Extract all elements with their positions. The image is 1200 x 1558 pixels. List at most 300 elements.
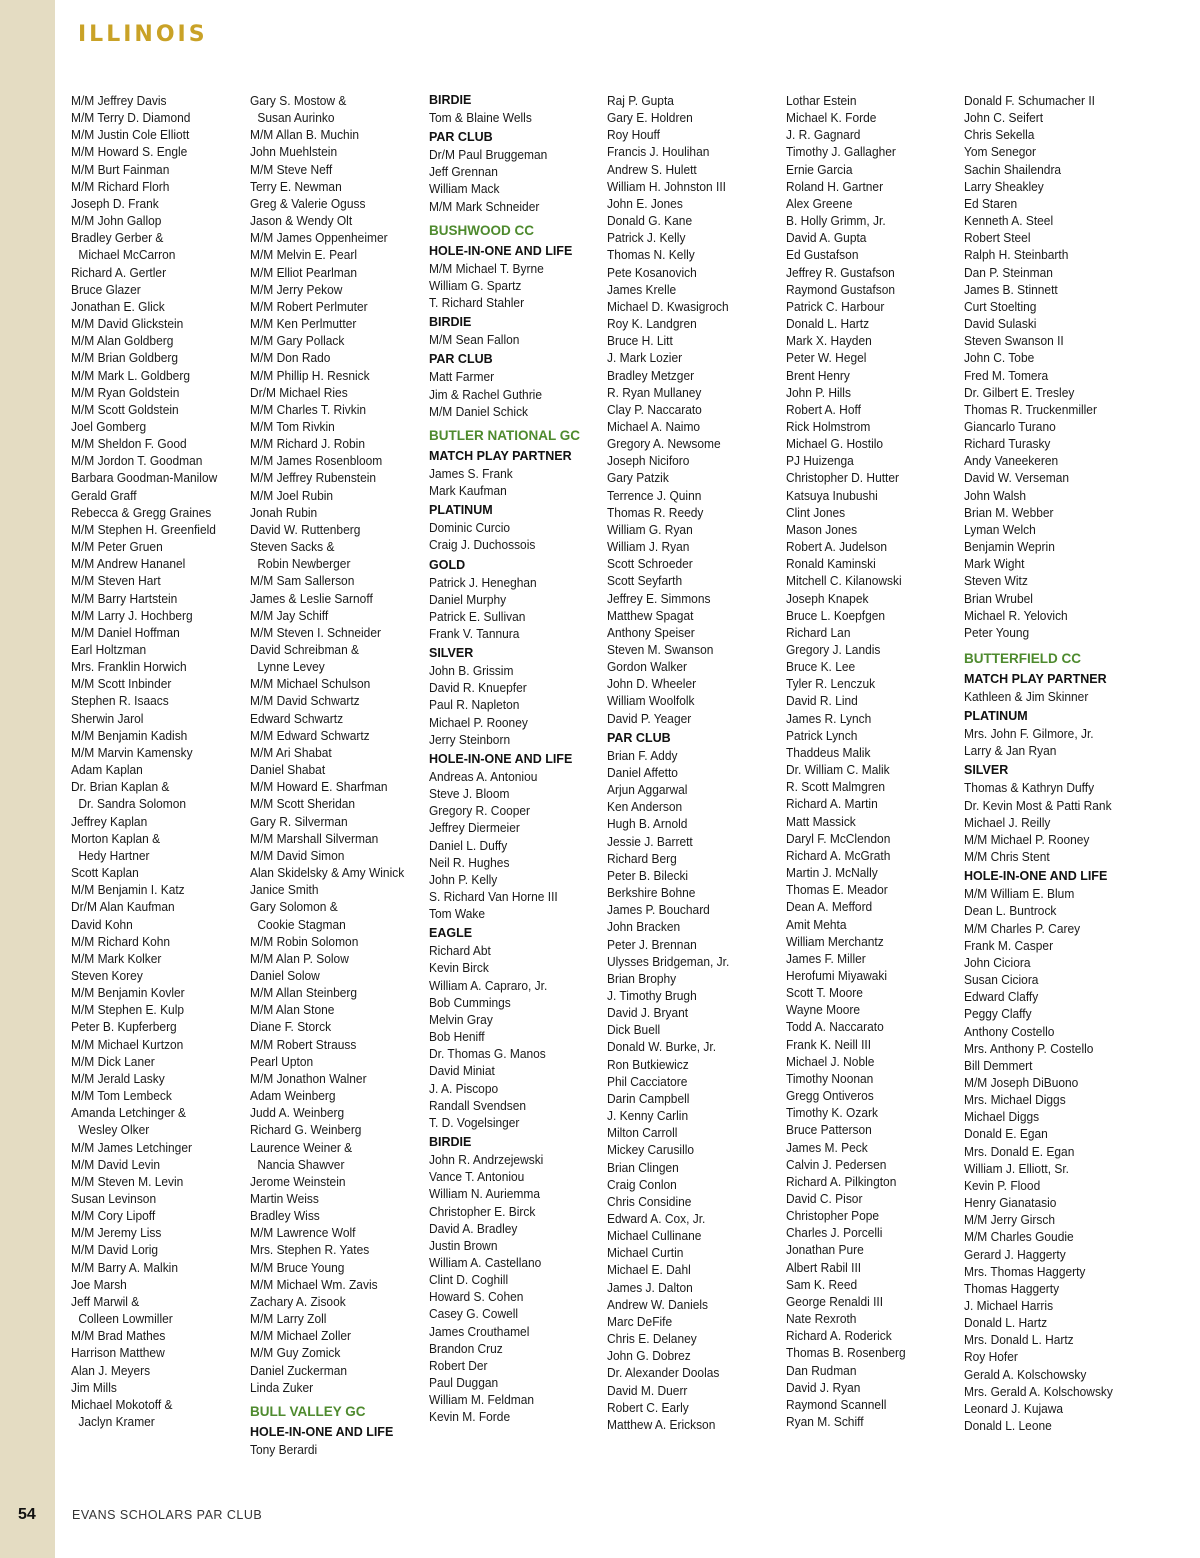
donor-name: James S. Frank [429, 465, 513, 481]
donor-name: John C. Seifert [964, 110, 1044, 126]
club-heading: BUTTERFIELD CC [964, 651, 1081, 666]
donor-name: Brian F. Addy [607, 747, 678, 763]
donor-name: Chris E. Delaney [607, 1331, 697, 1347]
donor-name: M/M Mark L. Goldberg [71, 367, 190, 383]
donor-name: M/M Alan Goldberg [71, 333, 174, 349]
donor-name: Daniel Murphy [429, 591, 507, 607]
donor-name: John P. Kelly [429, 871, 498, 887]
donor-name: Yom Senegor [964, 144, 1037, 160]
donor-name: Rebecca & Gregg Graines [71, 504, 212, 520]
donor-name: Hugh B. Arnold [607, 816, 688, 832]
donor-name: Ron Butkiewicz [607, 1056, 689, 1072]
donor-name: Peter B. Kupferberg [71, 1019, 177, 1035]
donor-name: Giancarlo Turano [964, 418, 1056, 434]
donor-name: Edward Schwartz [250, 710, 344, 726]
donor-name: Michael Cullinane [607, 1228, 702, 1244]
donor-name: M/M Michael T. Byrne [429, 260, 544, 276]
donor-name: M/M David Simon [250, 847, 345, 863]
donor-name: Daryl F. McClendon [786, 830, 891, 846]
donor-name: Pearl Upton [250, 1053, 314, 1069]
donor-name: Mrs. Donald E. Egan [964, 1143, 1075, 1159]
donor-name: Bruce Glazer [71, 281, 141, 297]
donor-name: Jonathan E. Glick [71, 298, 165, 314]
donor-name: Robert Steel [964, 230, 1031, 246]
donor-name: Richard G. Weinberg [250, 1122, 362, 1138]
donor-name: John Muehlstein [250, 144, 338, 160]
donor-name: Sherwin Jarol [71, 710, 144, 726]
donor-name: David J. Ryan [786, 1379, 861, 1395]
donor-name: Richard Berg [607, 850, 677, 866]
donor-name: M/M Stephen H. Greenfield [71, 521, 216, 537]
donor-name: Roland H. Gartner [786, 178, 884, 194]
donor-name: Raymond Scannell [786, 1396, 887, 1412]
donor-name: M/M Sean Fallon [429, 332, 520, 348]
donor-name: Barbara Goodman-Manilow [71, 470, 218, 486]
donor-name: Thomas B. Rosenberg [786, 1345, 906, 1361]
donor-name: James Krelle [607, 281, 677, 297]
donor-name: William J. Elliott, Sr. [964, 1160, 1069, 1176]
donor-name: Laurence Weiner & [250, 1139, 353, 1155]
donor-name-continued: Cookie Stagman [257, 916, 346, 932]
donor-name: Donald L. Hartz [786, 316, 870, 332]
donor-name: Clint Jones [786, 504, 846, 520]
donor-name: John D. Wheeler [607, 676, 697, 692]
membership-level-heading: EAGLE [429, 926, 473, 941]
donor-name: Fred M. Tomera [964, 367, 1049, 383]
donor-name: M/M Edward Schwartz [250, 727, 370, 743]
membership-level-heading: PLATINUM [964, 709, 1028, 724]
donor-name: PJ Huizenga [786, 453, 854, 469]
donor-name: R. Scott Malmgren [786, 779, 886, 795]
membership-level-heading: MATCH PLAY PARTNER [429, 448, 572, 463]
donor-name: Berkshire Bohne [607, 885, 696, 901]
donor-name: Michael Curtin [607, 1245, 684, 1261]
donor-name: James P. Bouchard [607, 902, 710, 918]
donor-name: William G. Spartz [429, 277, 522, 293]
donor-name: Calvin J. Pedersen [786, 1156, 887, 1172]
donor-name: Brent Henry [786, 367, 850, 383]
donor-name: Gary Patzik [607, 470, 669, 486]
donor-name: Sam K. Reed [786, 1276, 858, 1292]
donor-name: Larry & Jan Ryan [964, 743, 1057, 759]
donor-name: Craig J. Duchossois [429, 537, 536, 553]
donor-name: M/M Don Rado [250, 350, 331, 366]
donor-name: Donald F. Schumacher II [964, 93, 1095, 108]
donor-name: Ed Staren [964, 195, 1018, 211]
donor-name: M/M Lawrence Wolf [250, 1225, 356, 1241]
donor-name: S. Richard Van Horne III [429, 889, 558, 904]
donor-name: Gary Solomon & [250, 899, 338, 915]
donor-name: Michael D. Kwasigroch [607, 298, 729, 314]
donor-name: M/M Michael Wm. Zavis [250, 1276, 378, 1292]
donor-name: Chris Considine [607, 1193, 692, 1209]
donor-name: Lyman Welch [964, 521, 1036, 537]
donor-name: M/M David Lorig [71, 1242, 159, 1258]
donor-name: Peter W. Hegel [786, 350, 867, 366]
donor-name: Peggy Claffy [964, 1006, 1032, 1022]
membership-level-heading: SILVER [964, 763, 1009, 778]
donor-name: M/M Melvin E. Pearl [250, 247, 358, 263]
membership-level-heading: BIRDIE [429, 93, 472, 107]
donor-name: M/M Richard Florh [71, 178, 170, 194]
donor-name: Bob Cummings [429, 994, 511, 1010]
donor-name: Michael J. Noble [786, 1053, 875, 1069]
donor-name: Francis J. Houlihan [607, 144, 710, 160]
donor-name: Mark Wight [964, 556, 1025, 572]
donor-name: Dan P. Steinman [964, 264, 1053, 280]
donor-name: Matthew A. Erickson [607, 1416, 716, 1432]
donor-name: M/M Benjamin Kovler [71, 985, 185, 1001]
donor-name: Dr. William C. Malik [786, 762, 890, 778]
donor-name: Dr. Kevin Most & Patti Rank [964, 797, 1112, 813]
donor-name: Scott Kaplan [71, 865, 139, 881]
donor-name: M/M Howard S. Engle [71, 144, 188, 160]
donor-name: Dr. Thomas G. Manos [429, 1046, 546, 1062]
donor-name-continued: Robin Newberger [257, 556, 351, 572]
donor-name: Bruce Patterson [786, 1122, 872, 1138]
donor-name: Gerald Graff [71, 487, 137, 503]
donor-name: M/M Stephen E. Kulp [71, 1002, 185, 1018]
donor-name: Andrew W. Daniels [607, 1296, 709, 1312]
membership-level-heading: GOLD [429, 557, 466, 572]
donor-name: Richard A. Martin [786, 796, 878, 812]
donor-name: Thomas E. Meador [786, 882, 888, 898]
donor-name: Gary S. Mostow & [250, 93, 347, 108]
donor-name: Joseph Knapek [786, 590, 869, 606]
donor-name: Matthew Spagat [607, 607, 694, 623]
donor-name: Frank V. Tannura [429, 625, 520, 641]
donor-name: Gregg Ontiveros [786, 1088, 874, 1104]
donor-name: M/M Justin Cole Elliott [71, 127, 190, 143]
donor-name: David Sulaski [964, 316, 1037, 332]
donor-name: David J. Bryant [607, 1005, 689, 1021]
donor-name: M/M Barry A. Malkin [71, 1259, 178, 1275]
donor-name: Peter B. Bilecki [607, 867, 689, 883]
donor-name: Kevin Birck [429, 960, 489, 976]
donor-name: Tom Wake [429, 906, 486, 922]
donor-name: Daniel Solow [250, 967, 320, 983]
donor-name: Arjun Aggarwal [607, 782, 688, 798]
donor-name: Mrs. Donald L. Hartz [964, 1332, 1074, 1348]
donor-name: Dr. Gilbert E. Tresley [964, 384, 1075, 400]
donor-name: Steven M. Swanson [607, 642, 714, 657]
donor-name: J. Mark Lozier [607, 350, 683, 366]
donor-name: Mrs. John F. Gilmore, Jr. [964, 726, 1094, 742]
donor-name: Mitchell C. Kilanowski [786, 573, 902, 589]
donor-name: Paul R. Napleton [429, 697, 520, 713]
donor-name: Peter J. Brennan [607, 936, 697, 952]
donor-name: Andreas A. Antoniou [429, 768, 538, 784]
donor-name: Mrs. Gerald A. Kolschowsky [964, 1383, 1113, 1399]
donor-name: Dominic Curcio [429, 520, 511, 536]
donor-name: Michael J. Reilly [964, 814, 1051, 830]
donor-name: M/M Bruce Young [250, 1259, 345, 1275]
donor-name: M/M James Rosenbloom [250, 453, 383, 469]
donor-name: Mark Kaufman [429, 483, 507, 499]
donor-name: Mrs. Thomas Haggerty [964, 1263, 1086, 1279]
membership-level-heading: HOLE-IN-ONE AND LIFE [429, 751, 573, 766]
donor-name: M/M David Schwartz [250, 693, 360, 709]
donor-name: Lothar Estein [786, 93, 857, 108]
donor-name: Steven Sacks & [250, 539, 335, 555]
donor-name: Donald L. Hartz [964, 1315, 1048, 1331]
donor-name: Jeffrey E. Simmons [607, 590, 711, 606]
donor-name: Dr. Brian Kaplan & [71, 779, 170, 795]
donor-column-1 [71, 92, 243, 1430]
donor-name: Timothy Noonan [786, 1070, 874, 1086]
donor-name: M/M Allan B. Muchin [250, 127, 360, 143]
donor-name: M/M Charles T. Rivkin [250, 401, 367, 417]
donor-name: Andrew S. Hulett [607, 161, 697, 177]
donor-name: Roy K. Landgren [607, 316, 697, 332]
donor-name: Gerald A. Kolschowsky [964, 1366, 1087, 1382]
donor-name: William Mack [429, 181, 500, 197]
donor-name: Anthony Speiser [607, 624, 695, 640]
donor-name: David R. Knuepfer [429, 680, 527, 696]
donor-name: Ed Gustafson [786, 247, 859, 263]
donor-name: M/M Marvin Kamensky [71, 744, 193, 760]
donor-name: John E. Jones [607, 195, 683, 211]
donor-name: Steven Korey [71, 967, 143, 983]
donor-column-5 [786, 92, 958, 1430]
donor-name: James R. Lynch [786, 710, 872, 726]
donor-name: M/M Barry Hartstein [71, 590, 178, 606]
donor-name: John C. Tobe [964, 350, 1035, 366]
donor-name: M/M Jordon T. Goodman [71, 453, 203, 469]
donor-name: Justin Brown [429, 1237, 498, 1253]
donor-name: William Woolfolk [607, 693, 695, 709]
donor-name: Harrison Matthew [71, 1345, 165, 1361]
donor-name: Jim & Rachel Guthrie [429, 386, 543, 402]
donor-name: M/M Jeffrey Rubenstein [250, 470, 377, 486]
donor-name: Dean L. Buntrock [964, 903, 1057, 919]
donor-name: Edward A. Cox, Jr. [607, 1211, 706, 1226]
donor-name: Frank K. Neill III [786, 1036, 872, 1052]
donor-name: M/M David Glickstein [71, 316, 184, 332]
donor-name: M/M Mark Schneider [429, 198, 540, 214]
donor-name: William Merchantz [786, 933, 884, 949]
donor-name: Richard Turasky [964, 436, 1051, 452]
donor-name: James J. Dalton [607, 1279, 693, 1295]
donor-name: Craig Conlon [607, 1176, 677, 1192]
donor-name: Earl Holtzman [71, 642, 147, 657]
donor-name: Thomas R. Truckenmiller [964, 401, 1097, 417]
donor-name: Christopher Pope [786, 1208, 880, 1224]
donor-name: Dr/M Michael Ries [250, 384, 348, 400]
donor-name: Thomas R. Reedy [607, 504, 704, 520]
donor-name: M/M Richard Kohn [71, 933, 171, 949]
donor-name: M/M Gary Pollack [250, 333, 345, 349]
donor-name: Scott T. Moore [786, 985, 863, 1001]
donor-name: M/M Larry J. Hochberg [71, 607, 193, 623]
donor-name: John G. Dobrez [607, 1348, 691, 1364]
donor-name: M/M Alan P. Solow [250, 950, 349, 966]
donor-name: Linda Zuker [250, 1379, 314, 1395]
donor-name: Dr. Alexander Doolas [607, 1365, 720, 1381]
donor-name: M/M Marshall Silverman [250, 830, 379, 846]
donor-name: Richard A. Roderick [786, 1328, 892, 1344]
donor-name: M/M Steven I. Schneider [250, 624, 381, 640]
donor-name: Benjamin Weprin [964, 539, 1055, 555]
donor-name: Richard Abt [429, 943, 491, 959]
donor-name: Michael Diggs [964, 1109, 1040, 1125]
donor-column-4 [607, 92, 779, 1433]
donor-name: Mason Jones [786, 521, 858, 537]
donor-name: John B. Grissim [429, 663, 514, 679]
donor-name: Roy Hofer [964, 1349, 1018, 1365]
donor-name: Donald G. Kane [607, 213, 693, 229]
donor-name: Daniel Affetto [607, 764, 678, 780]
donor-name: Michael Mokotoff & [71, 1396, 173, 1412]
donor-name: Darin Campbell [607, 1090, 690, 1106]
donor-name: Terrence J. Quinn [607, 487, 702, 503]
donor-name: Jeff Marwil & [71, 1293, 140, 1309]
donor-name: M/M Jay Schiff [250, 607, 329, 623]
donor-name: Brian M. Webber [964, 504, 1054, 520]
donor-name: Jerome Weinstein [250, 1173, 346, 1189]
donor-name: Jerry Steinborn [429, 731, 511, 747]
donor-name: M/M Robert Perlmuter [250, 298, 368, 314]
donor-name: M/M Cory Lipoff [71, 1208, 156, 1224]
donor-name: William A. Capraro, Jr. [429, 977, 548, 993]
donor-name: Susan Ciciora [964, 972, 1039, 988]
donor-name: Terry E. Newman [250, 178, 342, 194]
donor-name: David R. Lind [786, 693, 858, 709]
donor-name: Christopher E. Birck [429, 1203, 536, 1219]
donor-name: Dr/M Paul Bruggeman [429, 147, 548, 163]
donor-name: Adam Weinberg [250, 1088, 336, 1104]
club-heading: BULL VALLEY GC [250, 1403, 366, 1419]
donor-name: Neil R. Hughes [429, 854, 510, 870]
donor-name: Richard A. Pilkington [786, 1173, 897, 1189]
donor-name: Patrick C. Harbour [786, 298, 885, 314]
donor-name: M/M Charles Goudie [964, 1229, 1074, 1245]
donor-name: Jonah Rubin [250, 504, 318, 520]
donor-name: Randall Svendsen [429, 1097, 527, 1113]
donor-name: M/M Howard E. Sharfman [250, 779, 388, 795]
donor-name: M/M Mark Kolker [71, 950, 162, 966]
donor-name: Dr/M Alan Kaufman [71, 899, 175, 915]
donor-name: M/M Larry Zoll [250, 1311, 327, 1327]
donor-name: William A. Castellano [429, 1254, 542, 1270]
donor-name: M/M Steve Neff [250, 161, 333, 177]
donor-name: Todd A. Naccarato [786, 1019, 884, 1035]
donor-name: Gregory A. Newsome [607, 436, 721, 452]
donor-name: Scott Seyfarth [607, 573, 683, 589]
donor-name: Jeffrey Kaplan [71, 813, 148, 829]
donor-name: Anthony Costello [964, 1023, 1055, 1039]
club-heading: BUTLER NATIONAL GC [429, 427, 580, 443]
donor-name: David Miniat [429, 1063, 495, 1079]
donor-name: Robert C. Early [607, 1399, 689, 1415]
donor-name: William G. Ryan [607, 521, 693, 537]
donor-name: Tom & Blaine Wells [429, 110, 532, 125]
donor-name: M/M Michael Zoller [250, 1328, 352, 1344]
donor-name: M/M Robert Strauss [250, 1036, 357, 1052]
donor-name: Phil Cacciatore [607, 1073, 688, 1089]
donor-name: M/M Phillip H. Resnick [250, 367, 370, 383]
donor-name: M/M Richard J. Robin [250, 436, 365, 452]
donor-name: Richard Lan [786, 624, 851, 640]
donor-name: Michael G. Hostilo [786, 436, 884, 452]
donor-name: Adam Kaplan [71, 762, 143, 778]
donor-name: M/M James Oppenheimer [250, 230, 388, 246]
donor-name: Scott Schroeder [607, 556, 693, 572]
donor-name: M/M Jerry Girsch [964, 1212, 1056, 1228]
donor-name: John Bracken [607, 919, 681, 935]
donor-name: Gregory J. Landis [786, 642, 881, 657]
donor-name-continued: Hedy Hartner [78, 847, 150, 863]
donor-name: M/M Steven M. Levin [71, 1173, 184, 1189]
donor-name: Brian Brophy [607, 970, 677, 986]
donor-column-6 [964, 92, 1136, 1434]
donor-name: M/M Daniel Schick [429, 403, 529, 419]
donor-name: William M. Feldman [429, 1392, 534, 1408]
donor-name: Mrs. Michael Diggs [964, 1092, 1066, 1108]
donor-name: M/M Joel Rubin [250, 487, 334, 503]
donor-name: Christopher D. Hutter [786, 470, 900, 486]
donor-name: Mark X. Hayden [786, 333, 872, 349]
donor-name: M/M Ryan Goldstein [71, 384, 180, 400]
donor-name: Howard S. Cohen [429, 1289, 524, 1305]
donor-name: T. D. Vogelsinger [429, 1114, 520, 1130]
donor-name: Kevin P. Flood [964, 1177, 1041, 1193]
donor-name: M/M Sam Sallerson [250, 573, 355, 589]
donor-name: Donald E. Egan [964, 1126, 1048, 1142]
donor-name: Melvin Gray [429, 1011, 493, 1027]
donor-name: Steven Witz [964, 573, 1028, 589]
donor-name: R. Ryan Mullaney [607, 384, 702, 400]
donor-name: David W. Ruttenberg [250, 521, 361, 537]
page-sidebar-band [0, 0, 55, 1558]
donor-name: M/M Terry D. Diamond [71, 110, 191, 126]
donor-name: Tyler R. Lenczuk [786, 676, 876, 692]
donor-name: Herofumi Miyawaki [786, 967, 888, 983]
donor-name: Curt Stoelting [964, 298, 1037, 314]
donor-name: J. Kenny Carlin [607, 1108, 689, 1124]
donor-name: Diane F. Storck [250, 1019, 332, 1035]
donor-name: M/M Benjamin Kadish [71, 727, 188, 743]
donor-name: Daniel L. Duffy [429, 837, 508, 853]
donor-name: Gary E. Holdren [607, 110, 693, 126]
donor-name: Bradley Gerber & [71, 230, 164, 246]
donor-name: Rick Holmstrom [786, 418, 871, 434]
donor-name: Milton Carroll [607, 1125, 678, 1141]
donor-name: Gary R. Silverman [250, 813, 348, 829]
donor-name: Bradley Wiss [250, 1208, 320, 1224]
donor-name: Henry Gianatasio [964, 1195, 1057, 1211]
donor-name: M/M Scott Sheridan [250, 796, 356, 812]
club-heading: BUSHWOOD CC [429, 222, 534, 238]
donor-name: William J. Ryan [607, 539, 690, 555]
donor-name: David Schreibman & [250, 642, 360, 657]
donor-name: Jessie J. Barrett [607, 833, 693, 849]
donor-name: Joe Marsh [71, 1276, 127, 1292]
donor-name: Susan Levinson [71, 1191, 157, 1206]
donor-name: Sachin Shailendra [964, 161, 1062, 177]
donor-name: T. Richard Stahler [429, 295, 525, 311]
donor-name: Amanda Letchinger & [71, 1105, 187, 1121]
donor-name: David P. Yeager [607, 710, 692, 726]
donor-name: Jason & Wendy Olt [250, 213, 353, 229]
donor-name: Daniel Zuckerman [250, 1362, 348, 1378]
donor-name: Mrs. Franklin Horwich [71, 659, 187, 675]
donor-name: Morton Kaplan & [71, 830, 161, 846]
donor-name: James M. Peck [786, 1139, 868, 1155]
donor-name-continued: Michael McCarron [78, 247, 176, 263]
membership-level-heading: HOLE-IN-ONE AND LIFE [250, 1424, 394, 1439]
donor-name: Michael K. Forde [786, 110, 877, 126]
